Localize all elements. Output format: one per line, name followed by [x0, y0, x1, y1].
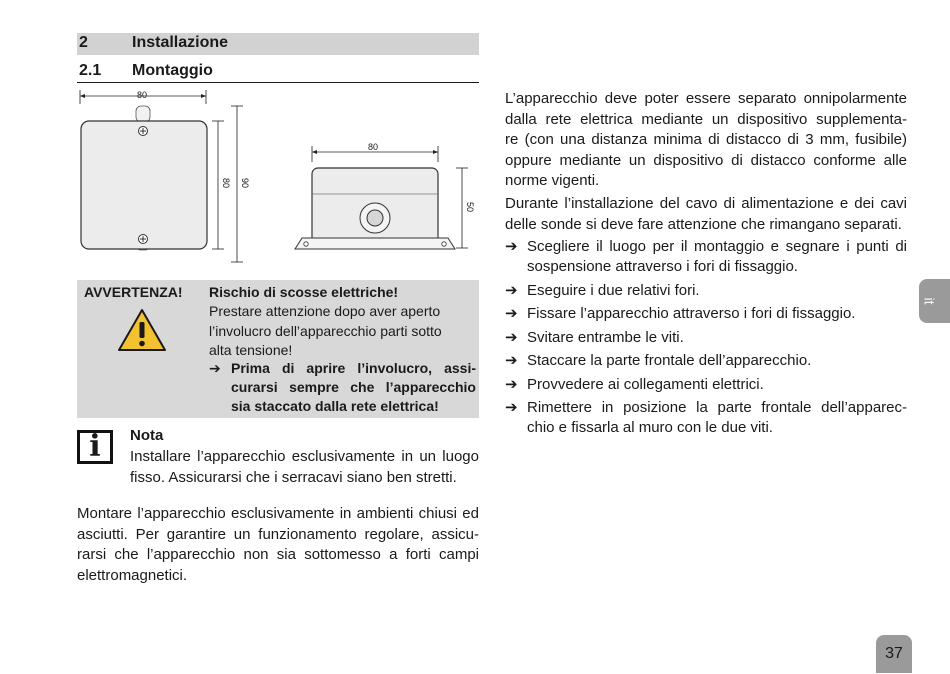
cable-separation-paragraph — [505, 194, 907, 235]
note-text-line: fisso. Assicurarsi che i serracavi siano ben stretti. — [130, 468, 457, 486]
warning-title: Rischio di scosse elettriche! — [209, 284, 399, 300]
top-outer-height-label: 90 — [240, 178, 250, 189]
step-line: Scegliere il luogo per il montaggio e segnare i punti di — [527, 238, 907, 255]
paragraph-line: rarsi che l’apparecchio non sia sottomesso a forti campi — [77, 546, 479, 563]
warning-label: AVVERTENZA! — [84, 284, 183, 300]
disconnection-paragraph — [505, 89, 907, 192]
arrow-icon: ➔ — [505, 238, 518, 255]
warning-text-line: Prestare attenzione dopo aver aperto — [209, 303, 441, 319]
mounting-dimension-drawing — [70, 86, 490, 266]
note-title: Nota — [130, 427, 164, 444]
warning-triangle-icon — [116, 307, 168, 353]
section-number: 2 — [79, 34, 88, 51]
warning-action-line: curarsi sempre che l’apparecchio — [231, 379, 476, 395]
paragraph-line: oppure mediante un dispositivo di distacco conforme alle — [505, 151, 907, 169]
paragraph-line: asciutti. Per garantire un funzionamento regolare, assicu- — [77, 525, 479, 543]
arrow-icon: ➔ — [505, 375, 518, 393]
warning-text — [209, 302, 475, 361]
mounting-steps-list — [505, 237, 907, 442]
installation-environment-paragraph — [77, 504, 479, 586]
list-item — [505, 237, 907, 277]
paragraph-line: Montare l’apparecchio esclusivamente in ambienti chiusi ed — [77, 505, 479, 522]
language-tab[interactable] — [919, 279, 950, 323]
note-text-line: Installare l’apparecchio esclusivamente in un luogo — [130, 448, 479, 465]
warning-text-line: alta tensione! — [209, 342, 293, 358]
paragraph-line: L’apparecchio deve poter essere separato onnipolarmente — [505, 90, 907, 107]
paragraph-line: delle sonde si deve fare attenzione che rimangano separati. — [505, 215, 902, 233]
paragraph-line: norme vigenti. — [505, 172, 600, 189]
step-line: Staccare la parte frontale dell’apparecchio. — [527, 352, 812, 369]
arrow-icon: ➔ — [209, 360, 221, 376]
arrow-icon: ➔ — [505, 305, 518, 322]
top-width-label: 80 — [137, 90, 148, 100]
top-view-drawing — [80, 90, 250, 262]
section-title: Installazione — [132, 34, 229, 51]
step-line: Svitare entrambe le viti. — [527, 328, 684, 346]
warning-action-line: Prima di aprire l’involucro, assi- — [231, 360, 476, 376]
subsection-rule — [77, 82, 479, 83]
list-item — [505, 304, 907, 324]
warning-action-line: sia staccato dalla rete elettrica! — [231, 398, 439, 414]
side-view-drawing — [295, 142, 475, 249]
subsection-title: Montaggio — [132, 62, 213, 79]
warning-text-line: l’involucro dell’apparecchio parti sotto — [209, 322, 442, 339]
arrow-icon: ➔ — [505, 281, 518, 299]
arrow-icon: ➔ — [505, 328, 518, 346]
language-tab-label: it — [921, 297, 938, 305]
list-item — [505, 398, 907, 438]
subsection-number: 2.1 — [79, 62, 102, 79]
arrow-icon: ➔ — [505, 352, 518, 369]
side-height-label: 50 — [465, 202, 475, 213]
info-icon: i — [77, 430, 113, 464]
list-item — [505, 375, 907, 395]
page-number: 37 — [876, 635, 912, 673]
step-line: chio e fissarla al muro con le due viti. — [527, 419, 773, 436]
paragraph-line: elettromagnetici. — [77, 566, 188, 584]
warning-action — [209, 359, 476, 416]
note-text — [130, 447, 479, 488]
paragraph-line: dalla rete elettrica mediante un dispositivo supplementa- — [505, 110, 907, 128]
top-inner-height-label: 80 — [221, 178, 231, 189]
step-line: Fissare l’apparecchio attraverso i fori di fissaggio. — [527, 305, 856, 322]
list-item — [505, 328, 907, 348]
list-item — [505, 281, 907, 301]
step-line: sospensione attraverso i fori di fissaggio. — [527, 258, 798, 275]
step-line: Eseguire i due relativi fori. — [527, 281, 700, 299]
side-width-label: 80 — [368, 142, 379, 152]
step-line: Rimettere in posizione la parte frontale dell’apparec- — [527, 399, 907, 416]
arrow-icon: ➔ — [505, 399, 518, 416]
paragraph-line: re (con una distanza minima di distacco di 3 mm, fusibile) — [505, 131, 907, 148]
paragraph-line: Durante l’installazione del cavo di alimentazione e dei cavi — [505, 195, 907, 212]
list-item — [505, 351, 907, 371]
step-line: Provvedere ai collegamenti elettrici. — [527, 375, 764, 393]
